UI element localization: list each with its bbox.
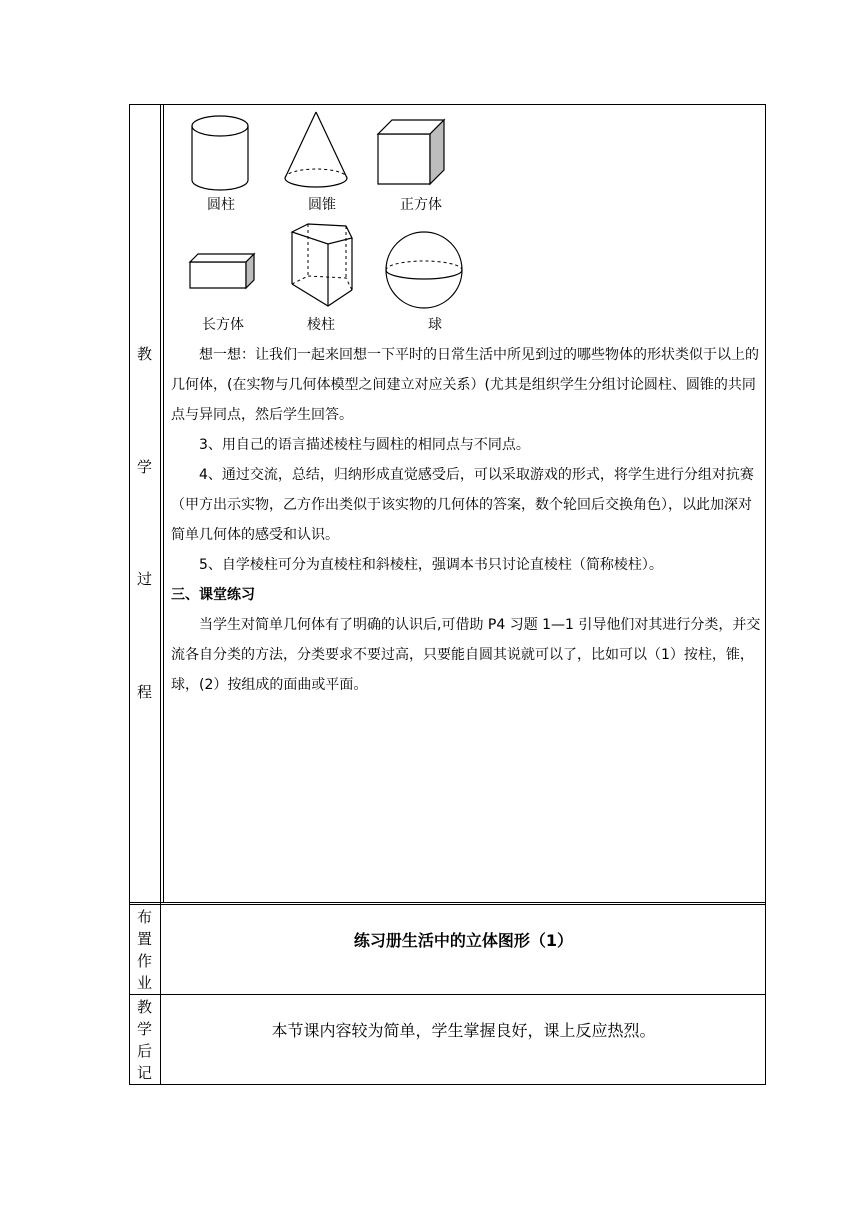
think-paragraph: 想一想：让我们一起来回想一下平时的日常生活中所见到过的哪些物体的形状类似于以上的几何体，(在实物与几何体模型之间建立对应关系）(尤其是组织学生分组讨论圆柱、圆锥的共同点与异同点，然后学生回答。	[171, 347, 759, 423]
side-label-char: 过	[136, 570, 152, 588]
cylinder-figure	[190, 112, 252, 194]
side-label-char: 布	[136, 908, 152, 926]
side-label-char: 作	[136, 952, 152, 970]
cone-figure	[280, 110, 352, 196]
item-4: 4、通过交流，总结，归纳形成直觉感受后，可以采取游戏的形式，将学生进行分组对抗赛（甲方出示实物，乙方作出类似于该实物的几何体的答案，数个轮回后交换角色），以此加深对简单几何体的感受和认识。	[171, 467, 754, 543]
practice-paragraph: 当学生对简单几何体有了明确的认识后,可借助 P4 习题 1—1 引导他们对其进行分类，并交流各自分类的方法，分类要求不要过高，只要能自圆其说就可以了，比如可以（1）按柱，锥，球，(2）按组成的面曲或平面。	[171, 617, 761, 693]
side-label-char: 教	[136, 998, 152, 1016]
side-label-char: 记	[136, 1064, 152, 1082]
side-label-char: 程	[136, 683, 152, 701]
side-label-char: 学	[136, 458, 152, 476]
side-label-homework	[129, 906, 160, 994]
side-label-notes	[129, 996, 160, 1084]
side-label-char: 业	[136, 974, 152, 992]
notes-text: 本节课内容较为简单，学生掌握良好，课上反应热烈。	[271, 1021, 656, 1040]
shape-label-sphere: 球	[428, 317, 442, 333]
side-label-char: 后	[136, 1042, 152, 1060]
shape-label-cuboid: 长方体	[202, 317, 244, 333]
section-heading: 三、课堂练习	[171, 587, 255, 603]
cuboid-figure	[188, 252, 258, 292]
side-label-char: 置	[136, 930, 152, 948]
cube-figure	[376, 118, 448, 190]
side-label-char: 学	[136, 1020, 152, 1038]
table-row-divider	[129, 902, 766, 903]
table-column-divider-inner	[163, 104, 164, 902]
shape-label-cone: 圆锥	[308, 197, 336, 213]
shape-label-cylinder: 圆柱	[207, 197, 235, 213]
shape-label-prism: 棱柱	[307, 317, 335, 333]
table-row-divider	[129, 904, 766, 905]
prism-figure	[286, 222, 358, 310]
item-3: 3、用自己的语言描述棱柱与圆柱的相同点与不同点。	[199, 437, 530, 453]
sphere-figure	[384, 230, 464, 310]
homework-text: 练习册生活中的立体图形（1）	[353, 931, 574, 950]
lesson-content	[171, 340, 761, 700]
item-5: 5、自学棱柱可分为直棱柱和斜棱柱，强调本书只讨论直棱柱（简称棱柱）。	[199, 557, 663, 573]
shape-label-cube: 正方体	[400, 197, 442, 213]
side-label-char: 教	[136, 345, 152, 363]
table-row-divider	[129, 994, 766, 995]
